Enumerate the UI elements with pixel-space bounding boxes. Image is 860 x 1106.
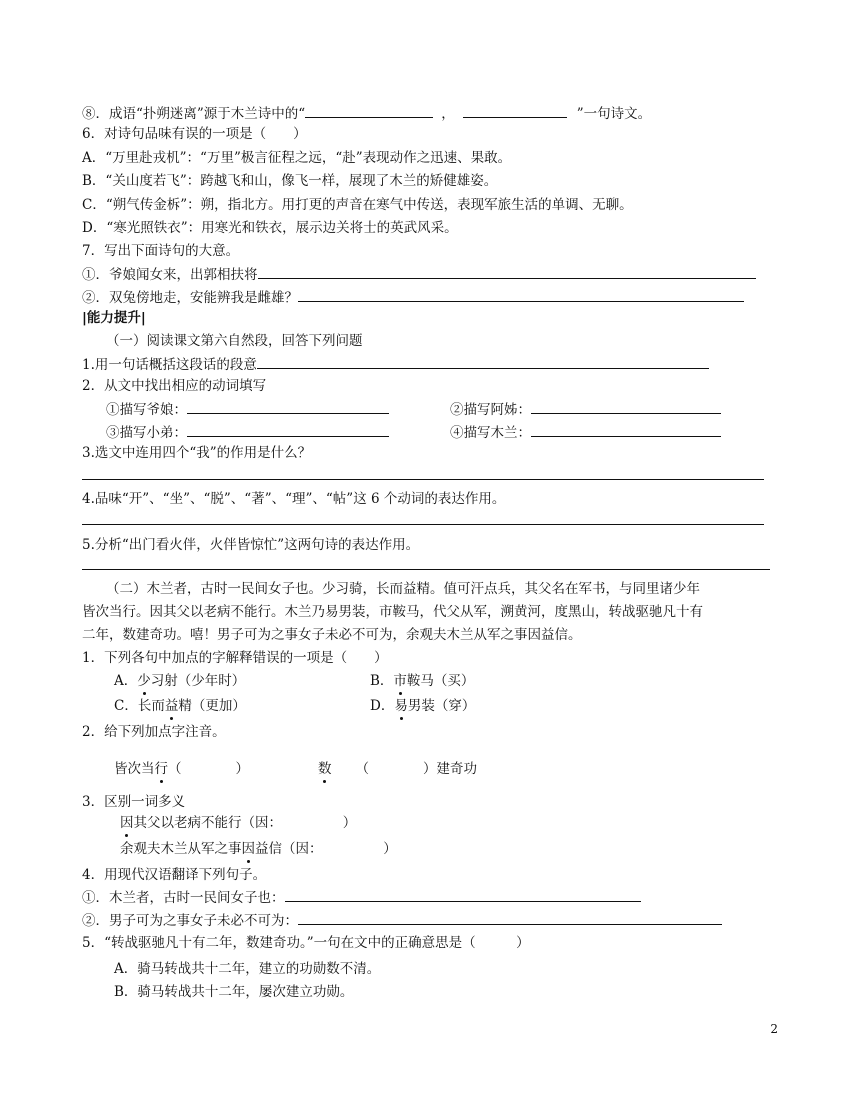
part2-q3-item-a — [120, 814, 356, 832]
part2-q2-item-b — [318, 760, 477, 778]
part2-q5: 5．“转战驱驰凡十有二年，数建奇功。”一句在文中的正确意思是（ ） — [82, 935, 530, 951]
q8-text-b: ， — [441, 106, 455, 122]
part2-q1b-suffix: 鞍马（买） — [406, 673, 475, 689]
part2-q5-option-a: A．骑马转战共十二年，建立的功勋数不清。 — [114, 961, 381, 977]
part1-q2: 2．从文中找出相应的动词填写 — [82, 378, 267, 394]
part2-q2b-suffix: （ ）建奇功 — [355, 761, 477, 777]
q6-option-d: D．“寒光照铁衣”：用寒光和铁衣，展示边关将士的英武风采。 — [82, 220, 458, 236]
q7-item-1 — [82, 265, 756, 284]
section-title: |能力提升| — [82, 310, 146, 326]
part2-q1a-prefix: A． — [114, 673, 138, 689]
page-number: 2 — [770, 1022, 778, 1036]
part2-q1b-prefix: B． — [370, 673, 394, 689]
part1-q2c-answer[interactable] — [187, 423, 389, 437]
part2-q3b-dotted-char: 因 — [241, 841, 255, 857]
part2-q1-option-a — [114, 672, 245, 690]
part2-q1b-dotted-char: 市 — [393, 673, 407, 689]
q6-stem: 6．对诗句品味有误的一项是（ ） — [82, 126, 307, 142]
part2-q2b-dotted-char: 数 — [318, 761, 332, 777]
q8-text-c: ”一句诗文。 — [576, 106, 652, 122]
part2-q1d-dotted-char: 易 — [394, 698, 408, 714]
part2-q3a-suffix: 其父以老病不能行（因： ） — [133, 815, 357, 831]
part2-q4-item-a — [82, 888, 641, 907]
q7-item-2 — [82, 288, 744, 307]
part2-q1c-suffix: 精（更加） — [178, 698, 246, 714]
part1-q2a-answer[interactable] — [187, 400, 389, 414]
part1-q5-answer[interactable] — [82, 556, 770, 570]
part1-q4: 4.品味“开”、“坐”、“脱”、“著”、“理”、“帖”这 6 个动词的表达作用。 — [82, 491, 506, 507]
part2-q1d-suffix: 男装（穿） — [407, 698, 476, 714]
part2-q4a-text: ①．木兰者，古时一民间女子也： — [82, 890, 285, 906]
part1-q2b-answer[interactable] — [531, 400, 721, 414]
part2-q1: 1．下列各句中加点的字解释错误的一项是（ ） — [82, 650, 388, 666]
part1-q1 — [82, 355, 709, 374]
part2-q1c-prefix: C．长而 — [114, 698, 165, 714]
part1-q1-answer[interactable] — [257, 355, 709, 369]
part2-passage-line-3: 二年，数建奇功。嘻！男子可为之事女子未必不可为，余观夫木兰从军之事因益信。 — [82, 627, 582, 643]
part2-q3: 3．区别一词多义 — [82, 794, 186, 810]
q7-answer-1[interactable] — [258, 265, 756, 279]
part2-q4-item-b — [82, 911, 722, 930]
part2-q4a-answer[interactable] — [285, 888, 641, 902]
part1-q2d — [450, 423, 721, 442]
q8-blank-2[interactable] — [463, 104, 567, 118]
part1-q5: 5.分析“出门看火伴，火伴皆惊忙”这两句诗的表达作用。 — [82, 537, 420, 553]
part1-q2d-text: ④描写木兰： — [450, 425, 531, 441]
part2-q5-option-b: B．骑马转战共十二年，屡次建立功勋。 — [114, 984, 354, 1000]
part2-q1-option-b — [370, 672, 474, 690]
part2-q2a-suffix: （ ） — [168, 761, 249, 777]
part2-q1-option-d — [370, 697, 475, 715]
q7-answer-2[interactable] — [298, 288, 744, 302]
part2-q3b-suffix: 益信（因： ） — [255, 841, 397, 857]
part2-passage-line-1: （二）木兰者，古时一民间女子也。少习骑，长而益精。值可汗点兵，其父名在军书，与同里诸少年 — [106, 581, 700, 597]
part1-q2a-text: ①描写爷娘： — [106, 402, 187, 418]
q8-text-a: ⑧．成语“扑朔迷离”源于木兰诗中的“ — [82, 106, 306, 122]
part1-q3-answer[interactable] — [82, 466, 764, 480]
part2-q2a-dotted-char: 行 — [154, 761, 168, 777]
q8-blank-1[interactable] — [305, 104, 433, 118]
q6-option-b: B．“关山度若飞”：跨越飞和山，像飞一样，展现了木兰的矫健雄姿。 — [82, 173, 498, 189]
part1-intro: （一）阅读课文第六自然段，回答下列问题 — [106, 333, 363, 349]
part2-q1-option-c — [114, 697, 246, 715]
q7-item-1-text: ①．爷娘闻女来，出郭相扶将 — [82, 267, 258, 283]
part1-q4-answer[interactable] — [82, 511, 764, 525]
part1-q2c-text: ③描写小弟： — [106, 425, 187, 441]
q7-item-2-text: ②．双兔傍地走，安能辨我是雌雄？ — [82, 290, 298, 306]
part1-q1-text: 1.用一句话概括这段话的段意 — [82, 357, 257, 373]
part1-q2d-answer[interactable] — [531, 423, 721, 437]
part1-q2c — [106, 423, 389, 442]
part2-q3-item-b — [120, 840, 397, 858]
part2-q1a-suffix: 习射（少年时） — [150, 673, 246, 689]
part2-q4b-answer[interactable] — [298, 911, 722, 925]
part2-q2a-prefix: 皆次当 — [114, 761, 155, 777]
part2-q1d-prefix: D． — [370, 698, 395, 714]
q7-stem: 7．写出下面诗句的大意。 — [82, 243, 240, 259]
part2-q3a-dotted-char: 因 — [120, 815, 134, 831]
part2-passage-line-2: 皆次当行。因其父以老病不能行。木兰乃易男装，市鞍马，代父从军，溯黄河，度黑山，转战驱驰凡十有 — [82, 604, 703, 620]
part2-q1c-dotted-char: 益 — [164, 698, 179, 714]
part2-q2: 2．给下列加点字注音。 — [82, 724, 226, 740]
part2-q3b-prefix: 余观夫木兰从军之事 — [120, 841, 242, 857]
part1-q2b-text: ②描写阿姊： — [450, 402, 531, 418]
part1-q3: 3.选文中连用四个“我”的作用是什么？ — [82, 445, 312, 461]
part2-q1a-dotted-char: 少 — [137, 673, 151, 689]
part2-q2-item-a — [114, 760, 249, 778]
q8-line — [82, 104, 651, 123]
part1-q2a — [106, 400, 389, 419]
part2-q4b-text: ②．男子可为之事女子未必不可为： — [82, 913, 298, 929]
q6-option-a: A．“万里赴戎机”：“万里”极言征程之远，“赴”表现动作之迅速、果敢。 — [82, 150, 512, 166]
q6-option-c: C．“朔气传金柝”：朔，指北方。用打更的声音在寒气中传送，表现军旅生活的单调、无聊。 — [82, 197, 633, 213]
part2-q4: 4．用现代汉语翻译下列句子。 — [82, 867, 267, 883]
part1-q2b — [450, 400, 721, 419]
